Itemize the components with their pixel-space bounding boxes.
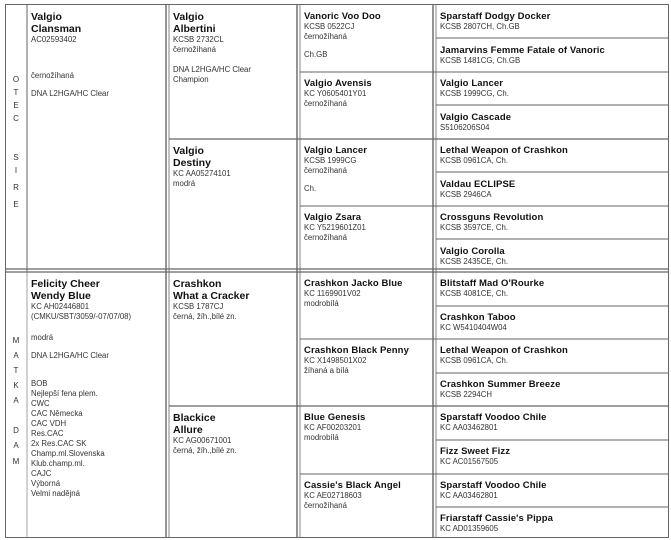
g4-reg: KCSB 2435CE, Ch. (440, 257, 509, 266)
g4-name: Crossguns Revolution (440, 212, 544, 223)
g4-cell (440, 312, 666, 333)
dam-color: modrá (31, 333, 54, 342)
g4-cell (440, 11, 666, 32)
dam-title: Velmi nadějná (31, 489, 80, 498)
grandparent-name-line1: Valgio (173, 145, 204, 157)
sire-reg: AC02593402 (31, 35, 77, 44)
grandparent-cell (173, 278, 293, 322)
great-grandparent-cell (304, 278, 430, 309)
g4-cell (440, 212, 666, 233)
dam-title: Res.CAC (31, 429, 64, 438)
g4-name: Blitstaff Mad O'Rourke (440, 278, 545, 289)
g4-name: Sparstaff Voodoo Chile (440, 480, 547, 491)
dam-titles (31, 379, 163, 499)
dam-title: CAC Německa (31, 409, 83, 418)
g4-reg: KCSB 0961CA, Ch. (440, 156, 509, 165)
g4-cell (440, 412, 666, 433)
great-grandparent-color: černožíhaná (304, 166, 347, 175)
great-grandparent-name: Crashkon Black Penny (304, 345, 409, 356)
great-grandparent-name: Vanoric Voo Doo (304, 11, 381, 22)
g4-name: Valgio Cascade (440, 112, 512, 123)
g4-reg: KCSB 1481CG, Ch.GB (440, 56, 521, 65)
dam-title: Nejlepší fena plem. (31, 389, 98, 398)
g4-name: Valgio Corolla (440, 246, 505, 257)
dam-title: BOB (31, 379, 48, 388)
dam-reg: KC AH02446801 (31, 302, 90, 311)
sire-health: DNA L2HGA/HC Clear (31, 89, 109, 98)
g4-reg: KCSB 4081CE, Ch. (440, 289, 509, 298)
g4-reg: KC W5410404W04 (440, 323, 507, 332)
great-grandparent-cell (304, 412, 430, 443)
g4-reg: KCSB 2946CA (440, 190, 492, 199)
sire-name-line1: Valgio (31, 11, 62, 23)
great-grandparent-reg: KC 1169901V02 (304, 289, 361, 298)
sire-color: černožíhaná (31, 71, 74, 80)
great-grandparent-color: černožíhaná (304, 99, 347, 108)
great-grandparent-cell (304, 78, 430, 109)
great-grandparent-name: Valgio Zsara (304, 212, 362, 223)
g4-name: Crashkon Summer Breeze (440, 379, 561, 390)
g4-name: Valdau ECLIPSE (440, 179, 516, 190)
grandparent-title: Champion (173, 75, 209, 84)
grandparent-reg: KC AG00671001 (173, 436, 232, 445)
g4-name: Lethal Weapon of Crashkon (440, 345, 568, 356)
g4-cell (440, 278, 666, 299)
dam-health: DNA L2HGA/HC Clear (31, 351, 109, 360)
grandparent-cell (173, 11, 293, 85)
great-grandparent-color: černožíhaná (304, 233, 347, 242)
g4-cell (440, 45, 666, 66)
g4-name: Crashkon Taboo (440, 312, 516, 323)
great-grandparent-reg: KC AE02718603 (304, 491, 362, 500)
grandparent-color: černožíhaná (173, 45, 216, 54)
great-grandparent-cell (304, 345, 430, 376)
grandparent-reg: KCSB 1787CJ (173, 302, 224, 311)
great-grandparent-reg: KCSB 1999CG (304, 156, 357, 165)
grandparent-name-line2: Destiny (173, 157, 211, 169)
dam-reg-cmku: (CMKU/SBT/3059/-07/07/08) (31, 312, 132, 321)
g4-name: Fizz Sweet Fizz (440, 446, 511, 457)
great-grandparent-reg: KC Y0605401Y01 (304, 89, 367, 98)
g4-reg: KCSB 2807CH, Ch.GB (440, 22, 520, 31)
great-grandparent-reg: KC AF00203201 (304, 423, 362, 432)
grandparent-color: černá, žíh.,bílé zn. (173, 312, 237, 321)
grandparent-cell (173, 412, 293, 456)
great-grandparent-color: žíhaná a bílá (304, 366, 349, 375)
g4-reg: S5106206S04 (440, 123, 490, 132)
grandparent-reg: KCSB 2732CL (173, 35, 224, 44)
g4-name: Lethal Weapon of Crashkon (440, 145, 568, 156)
dam-title: CAJC (31, 469, 52, 478)
g4-reg: KC AC01567505 (440, 457, 499, 466)
dam-title: CWC (31, 399, 50, 408)
g4-reg: KCSB 1999CG, Ch. (440, 89, 509, 98)
g4-cell (440, 345, 666, 366)
grandparent-color: černá, žíh.,bílé zn. (173, 446, 237, 455)
great-grandparent-title: Ch. (304, 184, 317, 193)
g4-reg: KC AA03462801 (440, 491, 498, 500)
g4-reg: KCSB 3597CE, Ch. (440, 223, 509, 232)
g4-cell (440, 145, 666, 166)
grandparent-name-line1: Valgio (173, 11, 204, 23)
great-grandparent-name: Valgio Lancer (304, 145, 368, 156)
great-grandparent-reg: KC X1498501X02 (304, 356, 367, 365)
great-grandparent-cell (304, 11, 430, 60)
sire-name-line2: Clansman (31, 23, 82, 35)
sire-cell (31, 11, 163, 99)
great-grandparent-color: černožíhaná (304, 501, 347, 510)
g4-name: Valgio Lancer (440, 78, 504, 89)
great-grandparent-cell (304, 145, 430, 194)
grandparent-name-line2: What a Cracker (173, 290, 250, 302)
g4-name: Sparstaff Voodoo Chile (440, 412, 547, 423)
grandparent-health: DNA L2HGA/HC Clear (173, 65, 251, 74)
g4-reg: KC AA03462801 (440, 423, 498, 432)
great-grandparent-name: Blue Genesis (304, 412, 366, 423)
grandparent-name-line1: Blackice (173, 412, 216, 424)
g4-name: Friarstaff Cassie's Pippa (440, 513, 553, 524)
great-grandparent-reg: KC Y5219601Z01 (304, 223, 366, 232)
dam-title: Champ.ml.Slovenska (31, 449, 105, 458)
g4-cell (440, 246, 666, 267)
g4-name: Jamarvins Femme Fatale of Vanoric (440, 45, 605, 56)
g4-cell (440, 112, 666, 133)
pedigree-table: O T E C S I R E M A T K A D A M Valgio Clansman AC02593402 černožíhaná DNA L2HGA/HC Clear Felicity Cheer Wendy Blue KC AH02446801 (CMKU/SBT/3059/-07/07/08) modrá DNA L2HGA/HC Clear BOB Nejlepší fena plem. CWC CAC Německa CAC VDH Res.CAC 2x Res.CAC SK Champ.ml.Slovenska Klub.champ.ml. CAJC Výborná Velmi nadějná Valgio Albertini KCSB 2732CL černožíhaná DNA L2HGA/HC Clear Champion Valgio Destiny KC AA05274101 modrá Crashkon What a Cracker KCSB 1787CJ černá, žíh.,bílé zn. Blackice Allure KC AG00671001 černá, žíh.,bílé zn. Vanoric Voo Doo KCSB 0522CJ černožíhaná Ch.GB Valgio Avensis KC Y0605401Y01 černožíhaná Valgio Lancer KCSB 1999CG černožíhaná Ch. Valgio Zsara KC Y5219601Z01 černožíhaná Crashkon Jacko Blue KC 1169901V02 modrobílá Crashkon Black Penny KC X1498501X02 žíhaná a bílá Blue Genesis KC AF00203201 modrobílá Cassie's Black Angel KC AE02718603 černožíhaná Sparstaff Dodgy Docker KCSB 2807CH, Ch.GB Jamarvins Femme Fatale of Vanoric KCSB 1481CG, Ch.GB Valgio Lancer KCSB 1999CG, Ch. Valgio Cascade S5106206S04 Lethal Weapon of Crashkon KCSB 0961CA, Ch. Valdau ECLIPSE KCSB 2946CA Crossguns Revolution KCSB 3597CE, Ch. Valgio Corolla KCSB 2435CE, Ch. Blitstaff Mad O'Rourke KCSB 4081CE, Ch. Crashkon Taboo KC W5410404W04 Lethal Weapon of Crashkon KCSB 0961CA, Ch. Crashkon Summer Breeze KCSB 2294CH Sparstaff Voodoo Chile KC AA03462801 Fizz Sweet Fizz KC AC01567505 Sparstaff Voodoo Chile KC AA03462801 Friarstaff Cassie's Pippa KC AD01359605 (5, 4, 669, 538)
grandparent-reg: KC AA05274101 (173, 169, 231, 178)
dam-cell (31, 278, 163, 499)
great-grandparent-color: modrobílá (304, 299, 339, 308)
great-grandparent-name: Cassie's Black Angel (304, 480, 401, 491)
grandparent-cell (173, 145, 293, 189)
grandparent-name-line1: Crashkon (173, 278, 222, 290)
great-grandparent-name: Crashkon Jacko Blue (304, 278, 403, 289)
g4-cell (440, 513, 666, 534)
great-grandparent-color: černožíhaná (304, 32, 347, 41)
dam-name-line1: Felicity Cheer (31, 278, 100, 290)
dam-title: CAC VDH (31, 419, 67, 428)
g4-reg: KCSB 0961CA, Ch. (440, 356, 509, 365)
great-grandparent-reg: KCSB 0522CJ (304, 22, 355, 31)
g4-cell (440, 179, 666, 200)
g4-cell (440, 78, 666, 99)
dam-title: Klub.champ.ml. (31, 459, 85, 468)
great-grandparent-cell (304, 480, 430, 511)
g4-name: Sparstaff Dodgy Docker (440, 11, 551, 22)
g4-cell (440, 379, 666, 400)
great-grandparent-name: Valgio Avensis (304, 78, 372, 89)
grandparent-name-line2: Allure (173, 424, 203, 436)
dam-name-line2: Wendy Blue (31, 290, 91, 302)
great-grandparent-color: modrobílá (304, 433, 339, 442)
g4-cell (440, 480, 666, 501)
dam-title: 2x Res.CAC SK (31, 439, 87, 448)
dam-title: Výborná (31, 479, 61, 488)
grandparent-name-line2: Albertini (173, 23, 216, 35)
great-grandparent-cell (304, 212, 430, 243)
g4-reg: KC AD01359605 (440, 524, 499, 533)
grandparent-color: modrá (173, 179, 196, 188)
great-grandparent-title: Ch.GB (304, 50, 328, 59)
g4-reg: KCSB 2294CH (440, 390, 493, 399)
g4-cell (440, 446, 666, 467)
